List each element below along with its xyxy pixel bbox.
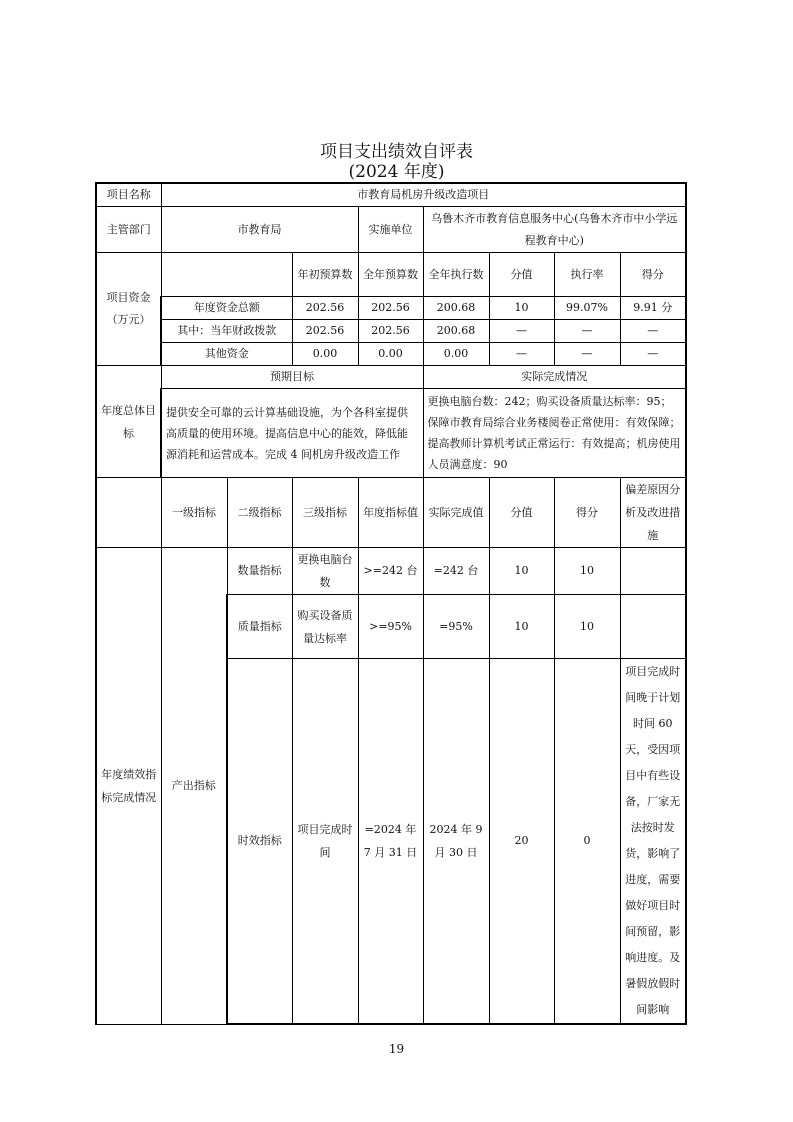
funds-cell: — <box>489 320 554 343</box>
actual-value: =242 台 <box>423 548 489 595</box>
level3-value: 购买设备质量达标率 <box>292 595 358 659</box>
funds-header: 全年预算数 <box>358 253 423 297</box>
funds-row-name: 年度资金总额 <box>161 297 292 320</box>
indicator-header: 实际完成值 <box>423 478 489 548</box>
funds-header: 得分 <box>620 253 686 297</box>
funds-row-name: 其中：当年财政拨款 <box>161 320 292 343</box>
actual-result-text: 更换电脑台数：242；购买设备质量达标率：95；保障市教育局综合业务楼阅卷正常使用：有效保障；提高教师计算机考试正常运行：有效提高；机房使用人员满意度：90 <box>423 389 686 478</box>
unit-value: 乌鲁木齐市教育信息服务中心(乌鲁木齐市中小学远程教育中心) <box>423 207 686 253</box>
page-subtitle: (2024 年度) <box>348 162 445 182</box>
funds-header: 全年执行数 <box>423 253 489 297</box>
goals-label: 年度总体目标 <box>96 366 161 478</box>
got-value: 10 <box>554 548 620 595</box>
funds-cell: — <box>620 320 686 343</box>
level1-value: 产出指标 <box>161 548 227 1025</box>
funds-cell: 0.00 <box>358 343 423 366</box>
actual-value: =95% <box>423 595 489 659</box>
funds-cell: 202.56 <box>358 320 423 343</box>
funds-cell: 200.68 <box>423 320 489 343</box>
funds-cell: 10 <box>489 297 554 320</box>
funds-cell: 9.91 分 <box>620 297 686 320</box>
level2-value: 数量指标 <box>227 548 292 595</box>
got-value: 0 <box>554 659 620 1025</box>
dept-label: 主管部门 <box>96 207 161 253</box>
reason-value <box>620 548 686 595</box>
funds-cell: 200.68 <box>423 297 489 320</box>
indicator-header-blank <box>96 478 161 548</box>
indicators-label: 年度绩效指标完成情况 <box>96 548 161 1025</box>
indicator-header: 年度指标值 <box>358 478 423 548</box>
page-number: 19 <box>388 1042 405 1056</box>
funds-cell: 99.07% <box>554 297 620 320</box>
indicator-header: 一级指标 <box>161 478 227 548</box>
score-value: 10 <box>489 548 554 595</box>
level2-value: 质量指标 <box>227 595 292 659</box>
indicator-header: 得分 <box>554 478 620 548</box>
actual-value: 2024 年 9 月 30 日 <box>423 659 489 1025</box>
funds-blank <box>161 253 292 297</box>
target-value: =2024 年 7 月 31 日 <box>358 659 423 1025</box>
got-value: 10 <box>554 595 620 659</box>
level3-value: 项目完成时间 <box>292 659 358 1025</box>
level3-value: 更换电脑台数 <box>292 548 358 595</box>
funds-row-name: 其他资金 <box>161 343 292 366</box>
funds-header: 年初预算数 <box>292 253 358 297</box>
funds-header: 执行率 <box>554 253 620 297</box>
dept-value: 市教育局 <box>161 207 358 253</box>
funds-cell: 202.56 <box>292 297 358 320</box>
funds-cell: — <box>554 343 620 366</box>
indicator-header: 二级指标 <box>227 478 292 548</box>
indicator-header: 分值 <box>489 478 554 548</box>
target-value: >=95% <box>358 595 423 659</box>
actual-label: 实际完成情况 <box>423 366 686 389</box>
funds-cell: 0.00 <box>292 343 358 366</box>
expected-label: 预期目标 <box>161 366 423 389</box>
target-value: >=242 台 <box>358 548 423 595</box>
performance-table <box>95 182 687 1025</box>
funds-cell: 202.56 <box>358 297 423 320</box>
indicator-header: 三级指标 <box>292 478 358 548</box>
project-name-label: 项目名称 <box>96 183 161 207</box>
expected-goal-text: 提供安全可靠的云计算基础设施，为个各科室提供高质量的使用环境。提高信息中心的能效，降低能源消耗和运营成本。完成 4 间机房升级改造工作 <box>161 389 423 478</box>
funds-cell: — <box>554 320 620 343</box>
funds-label: 项目资金（万元） <box>96 253 161 366</box>
funds-cell: 0.00 <box>423 343 489 366</box>
project-name: 市教育局机房升级改造项目 <box>161 183 686 207</box>
funds-header: 分值 <box>489 253 554 297</box>
funds-cell: 202.56 <box>292 320 358 343</box>
score-value: 10 <box>489 595 554 659</box>
reason-value: 项目完成时间晚于计划时间 60 天，受因项目中有些设备，厂家无法按时发货，影响了进度，需要做好项目时间预留，影响进度。及暑假放假时间影响 <box>620 659 686 1025</box>
score-value: 20 <box>489 659 554 1025</box>
unit-label: 实施单位 <box>358 207 423 253</box>
level2-value: 时效指标 <box>227 659 292 1025</box>
funds-cell: — <box>489 343 554 366</box>
reason-value <box>620 595 686 659</box>
page-title: 项目支出绩效自评表 <box>320 142 473 162</box>
funds-cell: — <box>620 343 686 366</box>
indicator-header: 偏差原因分析及改进措施 <box>620 478 686 548</box>
